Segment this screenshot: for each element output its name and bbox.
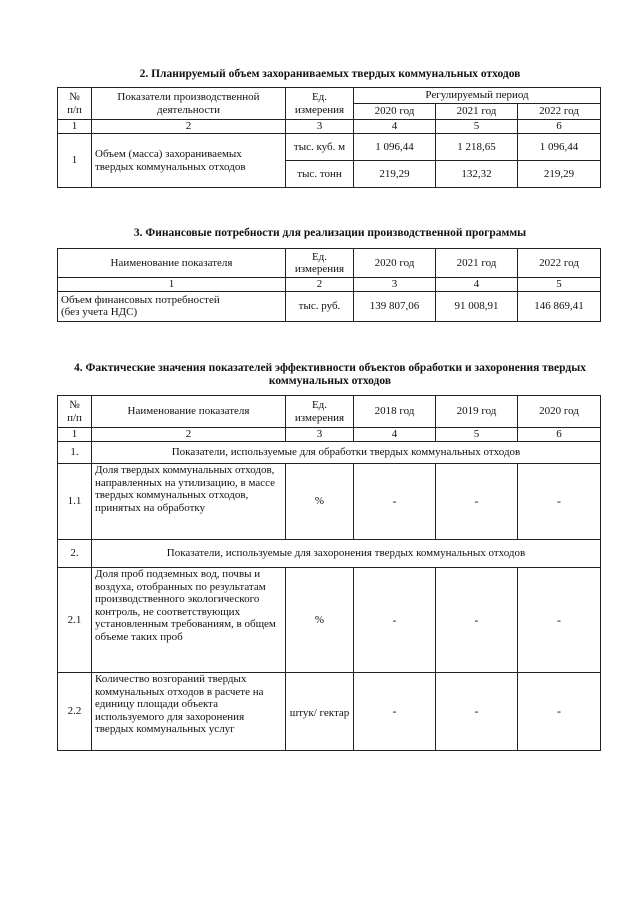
index-cell: 6	[518, 120, 601, 134]
header-year: 2021 год	[436, 104, 518, 120]
row-value: 146 869,41	[518, 291, 601, 321]
row-value: 1 218,65	[436, 134, 518, 161]
header-year: 2022 год	[518, 104, 601, 120]
row-unit: тыс. куб. м	[286, 134, 354, 161]
row-name: Количество возгораний твердых коммунальных отходов в расчете на единицу площади объекта используемого для захоронения твердых коммунальных услуг	[92, 673, 286, 751]
index-cell: 2	[286, 278, 354, 292]
row-value: -	[354, 673, 436, 751]
header-year: 2020 год	[518, 396, 601, 428]
group-num: 2.	[58, 540, 92, 568]
header-unit: Ед. измерения	[286, 88, 354, 120]
row-value: 91 008,91	[436, 291, 518, 321]
header-num: № п/п	[58, 88, 92, 120]
row-name: Доля твердых коммунальных отходов, направленных на утилизацию, в массе твердых коммунальных отходов, принятых на обработку	[92, 464, 286, 540]
index-cell: 2	[92, 120, 286, 134]
index-cell: 1	[58, 120, 92, 134]
row-unit: %	[286, 464, 354, 540]
row-unit: тыс. тонн	[286, 161, 354, 188]
index-cell: 5	[518, 278, 601, 292]
header-indicator: Показатели производственной деятельности	[92, 88, 286, 120]
index-cell: 6	[518, 428, 601, 442]
header-year: 2020 год	[354, 104, 436, 120]
header-unit: Ед. измерения	[286, 249, 354, 278]
row-unit: тыс. руб.	[286, 291, 354, 321]
index-cell: 3	[286, 120, 354, 134]
header-year: 2020 год	[354, 249, 436, 278]
row-num: 1	[58, 134, 92, 188]
planned-volume-table	[57, 87, 601, 188]
row-value: -	[436, 673, 518, 751]
row-num: 1.1	[58, 464, 92, 540]
index-cell: 4	[354, 120, 436, 134]
row-value: 139 807,06	[354, 291, 436, 321]
efficiency-indicators-table	[57, 395, 601, 751]
row-value: -	[354, 464, 436, 540]
index-cell: 3	[354, 278, 436, 292]
header-year: 2018 год	[354, 396, 436, 428]
header-num: № п/п	[58, 396, 92, 428]
index-cell: 3	[286, 428, 354, 442]
row-name: Доля проб подземных вод, почвы и воздуха, отобранных по результатам производственного экологического контроль, не соответствующих установленным требованиям, в общем объеме таких проб	[92, 568, 286, 673]
header-name: Наименование показателя	[92, 396, 286, 428]
header-year: 2022 год	[518, 249, 601, 278]
row-num: 2.2	[58, 673, 92, 751]
row-value: 1 096,44	[518, 134, 601, 161]
index-cell: 4	[436, 278, 518, 292]
row-value: -	[436, 464, 518, 540]
header-year: 2021 год	[436, 249, 518, 278]
index-cell: 1	[58, 428, 92, 442]
row-value: -	[436, 568, 518, 673]
row-name: Объем финансовых потребностей (без учета НДС)	[58, 291, 286, 321]
index-cell: 1	[58, 278, 286, 292]
group-num: 1.	[58, 442, 92, 464]
row-value: -	[518, 568, 601, 673]
section-3-title: 3. Финансовые потребности для реализации производственной программы	[133, 227, 527, 239]
row-value: 219,29	[354, 161, 436, 188]
row-value: 132,32	[436, 161, 518, 188]
row-num: 2.1	[58, 568, 92, 673]
index-cell: 2	[92, 428, 286, 442]
row-value: 1 096,44	[354, 134, 436, 161]
row-value: -	[354, 568, 436, 673]
row-unit: %	[286, 568, 354, 673]
financial-needs-table	[57, 248, 601, 322]
index-cell: 5	[436, 120, 518, 134]
index-cell: 4	[354, 428, 436, 442]
section-4-title: 4. Фактические значения показателей эффективности объектов обработки и захоронения твердых коммунальных отходов	[74, 362, 586, 387]
group-title: Показатели, используемые для обработки твердых коммунальных отходов	[92, 442, 601, 464]
row-name: Объем (масса) захораниваемых твердых коммунальных отходов	[92, 134, 286, 188]
section-2-title: 2. Планируемый объем захораниваемых твердых коммунальных отходов	[139, 68, 521, 80]
row-value: 219,29	[518, 161, 601, 188]
index-cell: 5	[436, 428, 518, 442]
row-value: -	[518, 464, 601, 540]
row-value: -	[518, 673, 601, 751]
header-year: 2019 год	[436, 396, 518, 428]
header-unit: Ед. измерения	[286, 396, 354, 428]
header-period: Регулируемый период	[354, 88, 601, 104]
group-title: Показатели, используемые для захоронения твердых коммунальных отходов	[92, 540, 601, 568]
header-name: Наименование показателя	[58, 249, 286, 278]
row-unit: штук/ гектар	[286, 673, 354, 751]
